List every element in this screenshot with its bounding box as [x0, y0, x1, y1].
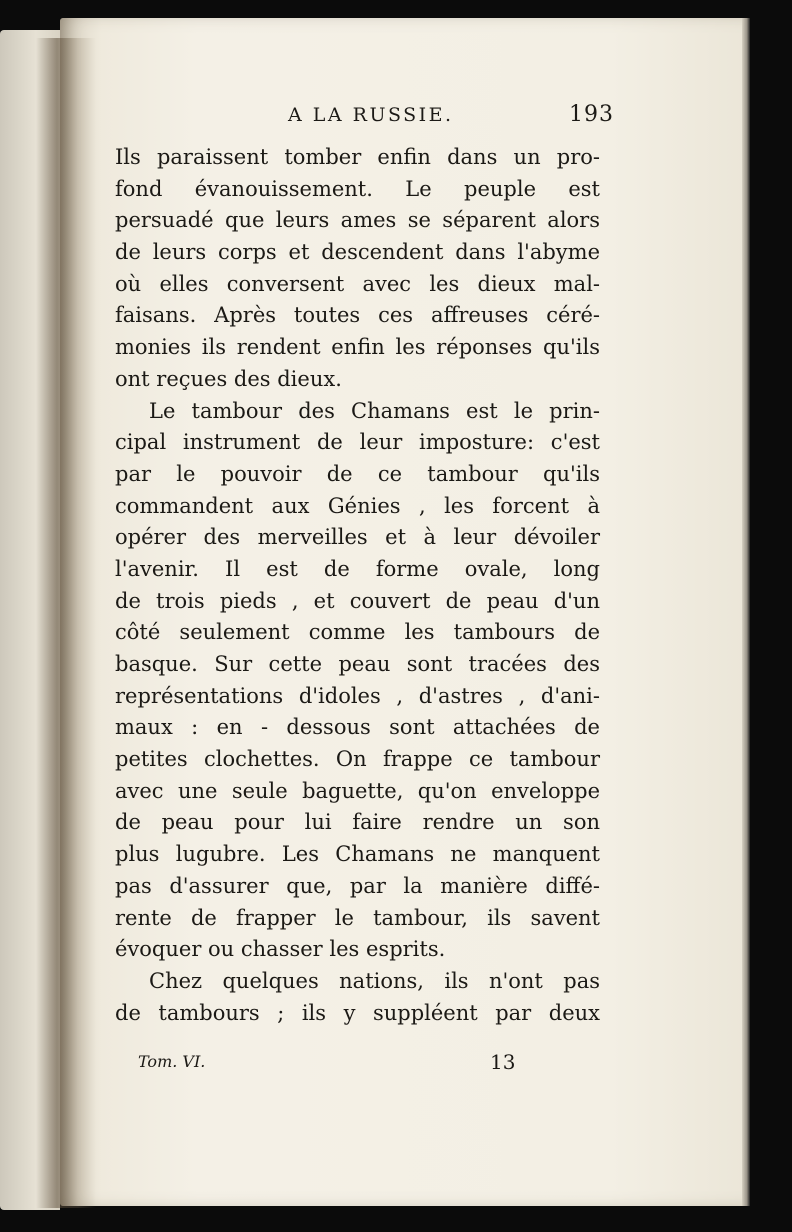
text-line: l'avenir. Il est de forme ovale, long — [115, 556, 600, 581]
running-title: A LA RUSSIE. — [288, 104, 454, 126]
text-line: monies ils rendent enfin les réponses qu'ils — [115, 335, 600, 360]
text-line: où elles conversent avec les dieux mal- — [115, 271, 600, 296]
text-line: opérer des merveilles et à leur dévoiler — [115, 525, 600, 550]
text-line: ont reçues des dieux. — [115, 366, 342, 391]
page-right-edge — [742, 18, 750, 1206]
text-line: cipal instrument de leur imposture: c'est — [115, 430, 600, 455]
text-line: fond évanouissement. Le peuple est — [115, 176, 600, 201]
running-head — [120, 102, 614, 132]
text-line: pas d'assurer que, par la manière diffé- — [115, 873, 600, 898]
text-line: de leurs corps et descendent dans l'abyme — [115, 240, 600, 265]
text-line: Le tambour des Chamans est le prin- — [149, 398, 600, 423]
text-line: avec une seule baguette, qu'on enveloppe — [115, 778, 600, 803]
signature-mark: 13 — [490, 1050, 516, 1074]
text-line: basque. Sur cette peau sont tracées des — [115, 652, 600, 676]
page-number: 193 — [569, 102, 614, 127]
page-footer — [118, 1050, 518, 1076]
text-line: plus lugubre. Les Chamans ne manquent — [115, 842, 600, 867]
text-line: par le pouvoir de ce tambour qu'ils — [115, 461, 600, 486]
body-text — [115, 142, 600, 1029]
text-line: petites clochettes. On frappe ce tambour — [115, 747, 600, 772]
text-line: de trois pieds , et couvert de peau d'un — [115, 588, 600, 613]
text-line: persuadé que leurs ames se séparent alors — [115, 208, 600, 233]
text-line: maux : en - dessous sont attachées de — [115, 715, 600, 740]
text-line: Ils paraissent tomber enfin dans un pro- — [115, 145, 600, 169]
text-line: rente de frapper le tambour, ils savent — [115, 905, 600, 930]
text-line: commandent aux Génies , les forcent à — [115, 493, 600, 518]
volume-label: Tom. VI. — [138, 1052, 206, 1071]
text-line: faisans. Après toutes ces affreuses céré- — [115, 303, 600, 328]
page-gutter-shadow — [36, 38, 96, 1208]
text-line: de tambours ; ils y suppléent par deux — [115, 1000, 600, 1025]
text-line: Chez quelques nations, ils n'ont pas — [149, 968, 600, 993]
text-line: de peau pour lui faire rendre un son — [115, 810, 600, 835]
text-line: côté seulement comme les tambours de — [115, 620, 600, 645]
text-line: représentations d'idoles , d'astres , d'ani- — [115, 683, 600, 708]
text-line: évoquer ou chasser les esprits. — [115, 937, 446, 962]
